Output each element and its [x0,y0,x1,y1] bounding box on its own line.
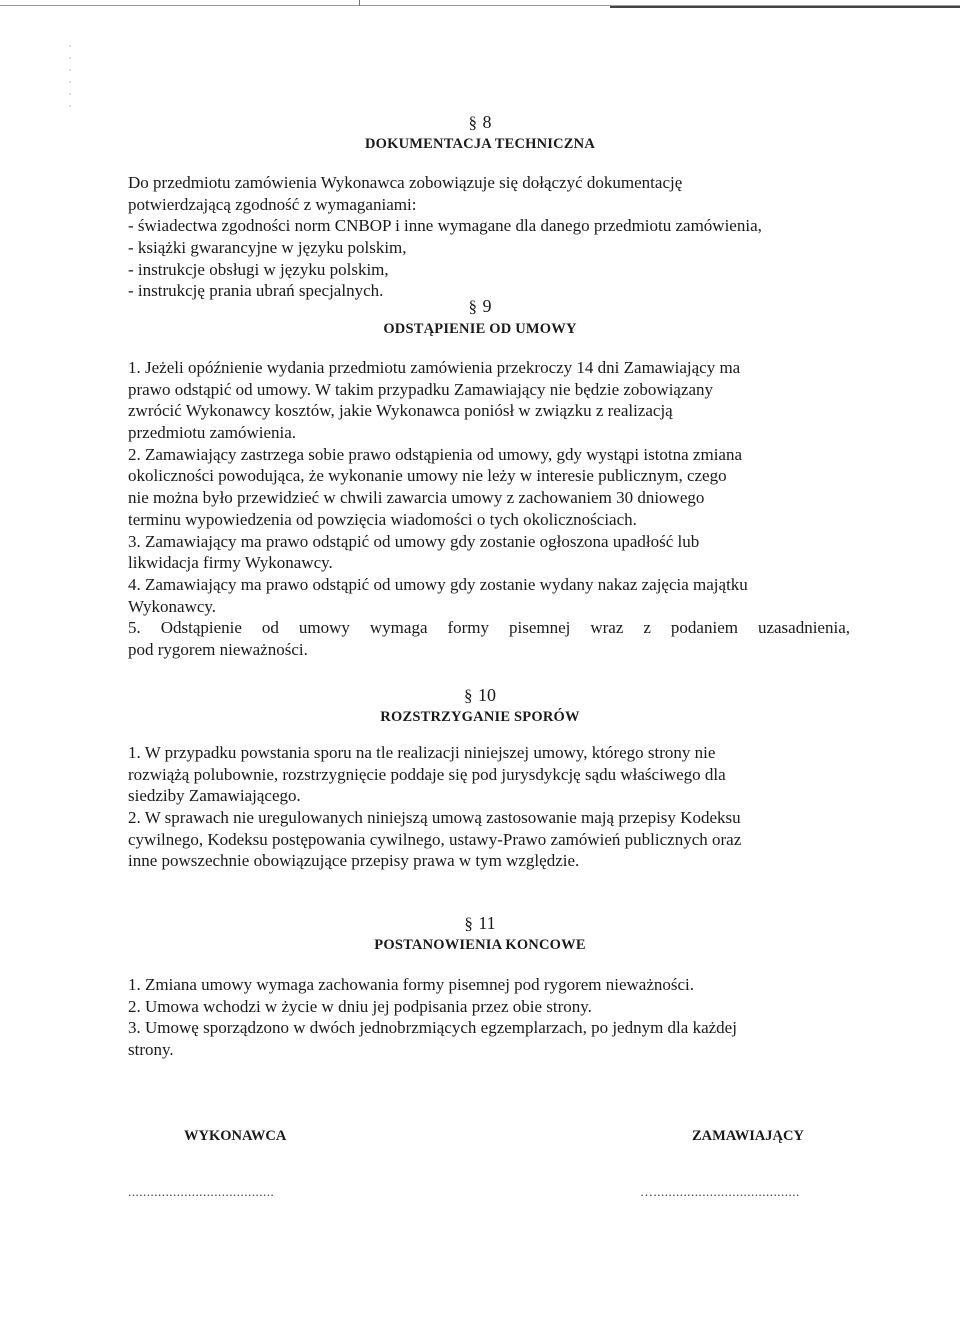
text-line: cywilnego, Kodeksu postępowania cywilnego, ustawy-Prawo zamówień publicznych oraz [128,829,742,849]
text-line: Do przedmiotu zamówienia Wykonawca zobowiązuje się dołączyć dokumentację [128,173,683,192]
text-line: okoliczności powodująca, że wykonanie umowy nie leży w interesie publicznym, czego [128,466,727,486]
text-line: 2. W sprawach nie uregulowanych niniejszą umową zastosowanie mają przepisy Kodeksu [128,808,741,828]
section-number: § 10 [464,685,496,705]
text-line: 4. Zamawiający ma prawo odstąpić od umowy gdy zostanie wydany nakaz zajęcia majątku [128,574,748,594]
signature-line-ordering-party: …....................................... [640,1184,800,1199]
text-line: - instrukcje obsługi w języku polskim, [128,259,389,279]
text-line: rozwiążą polubownie, rozstrzygnięcie poddaje się pod jurysdykcję sądu właściwego dla [128,764,726,784]
signature-label-contractor: WYKONAWCA [184,1128,287,1144]
text-line: nie można było przewidzieć w chwili zawarcia umowy z zachowaniem 30 dniowego [128,488,705,508]
text-line: strony. [128,1040,174,1060]
text-line: 5. Odstąpienie od umowy wymaga formy pisemnej wraz z podaniem uzasadnienia, [128,618,850,638]
section-title: DOKUMENTACJA TECHNICZNA [364,136,596,152]
text-line: 1. Zmiana umowy wymaga zachowania formy pisemnej pod rygorem nieważności. [128,975,695,994]
text-line: - instrukcję prania ubrań specjalnych. [128,281,384,301]
section-number: § 8 [468,112,492,132]
section-title: ROZSTRZYGANIE SPORÓW [380,709,580,725]
scan-specks [68,40,72,110]
text-line: - świadectwa zgodności norm CNBOP i inne wymagane dla danego przedmiotu zamówienia, [128,216,762,236]
text-line: pod rygorem nieważności. [128,639,308,659]
text-line: 2. Umowa wchodzi w życie w dniu jej podpisania przez obie strony. [128,996,592,1016]
section-body [128,357,850,661]
text-line: siedziby Zamawiającego. [128,786,301,806]
scan-edge [0,0,960,8]
text-line: inne powszechnie obowiązujące przepisy prawa w tym względzie. [128,851,580,871]
text-line: - książki gwarancyjne w języku polskim, [128,238,407,258]
section-body [128,172,828,302]
text-line: 1. Jeżeli opóźnienie wydania przedmiotu zamówienia przekroczy 14 dni Zamawiający ma [128,358,741,377]
text-line: 2. Zamawiający zastrzega sobie prawo odstąpienia od umowy, gdy wystąpi istotna zmiana [128,444,743,464]
signature-line-contractor: ....................................... [128,1184,275,1199]
section-title: POSTANOWIENIA KONCOWE [374,937,586,953]
text-line: potwierdzającą zgodność z wymaganiami: [128,194,417,214]
section-number: § 9 [468,296,492,316]
text-line: Wykonawcy. [128,596,217,616]
signature-label-ordering-party: ZAMAWIAJĄCY [692,1128,804,1144]
text-line: 1. W przypadku powstania sporu na tle realizacji niniejszej umowy, którego strony nie [128,743,716,762]
section-title: ODSTĄPIENIE OD UMOWY [383,321,577,337]
text-line: przedmiotu zamówienia. [128,423,297,443]
text-line: terminu wypowiedzenia od powzięcia wiadomości o tych okolicznościach. [128,509,637,529]
text-line: likwidacja firmy Wykonawcy. [128,553,333,573]
section-number: § 11 [464,913,496,933]
text-line: 3. Umowę sporządzono w dwóch jednobrzmiących egzemplarzach, po jednym dla każdej [128,1018,737,1038]
text-line: zwrócić Wykonawcy kosztów, jakie Wykonawca poniósł w związku z realizacją [128,401,673,421]
text-line: 3. Zamawiający ma prawo odstąpić od umowy gdy zostanie ogłoszona upadłość lub [128,531,700,551]
section-body [128,974,828,1061]
text-line: prawo odstąpić od umowy. W takim przypadku Zamawiający nie będzie zobowiązany [128,379,714,399]
section-body [128,742,828,872]
